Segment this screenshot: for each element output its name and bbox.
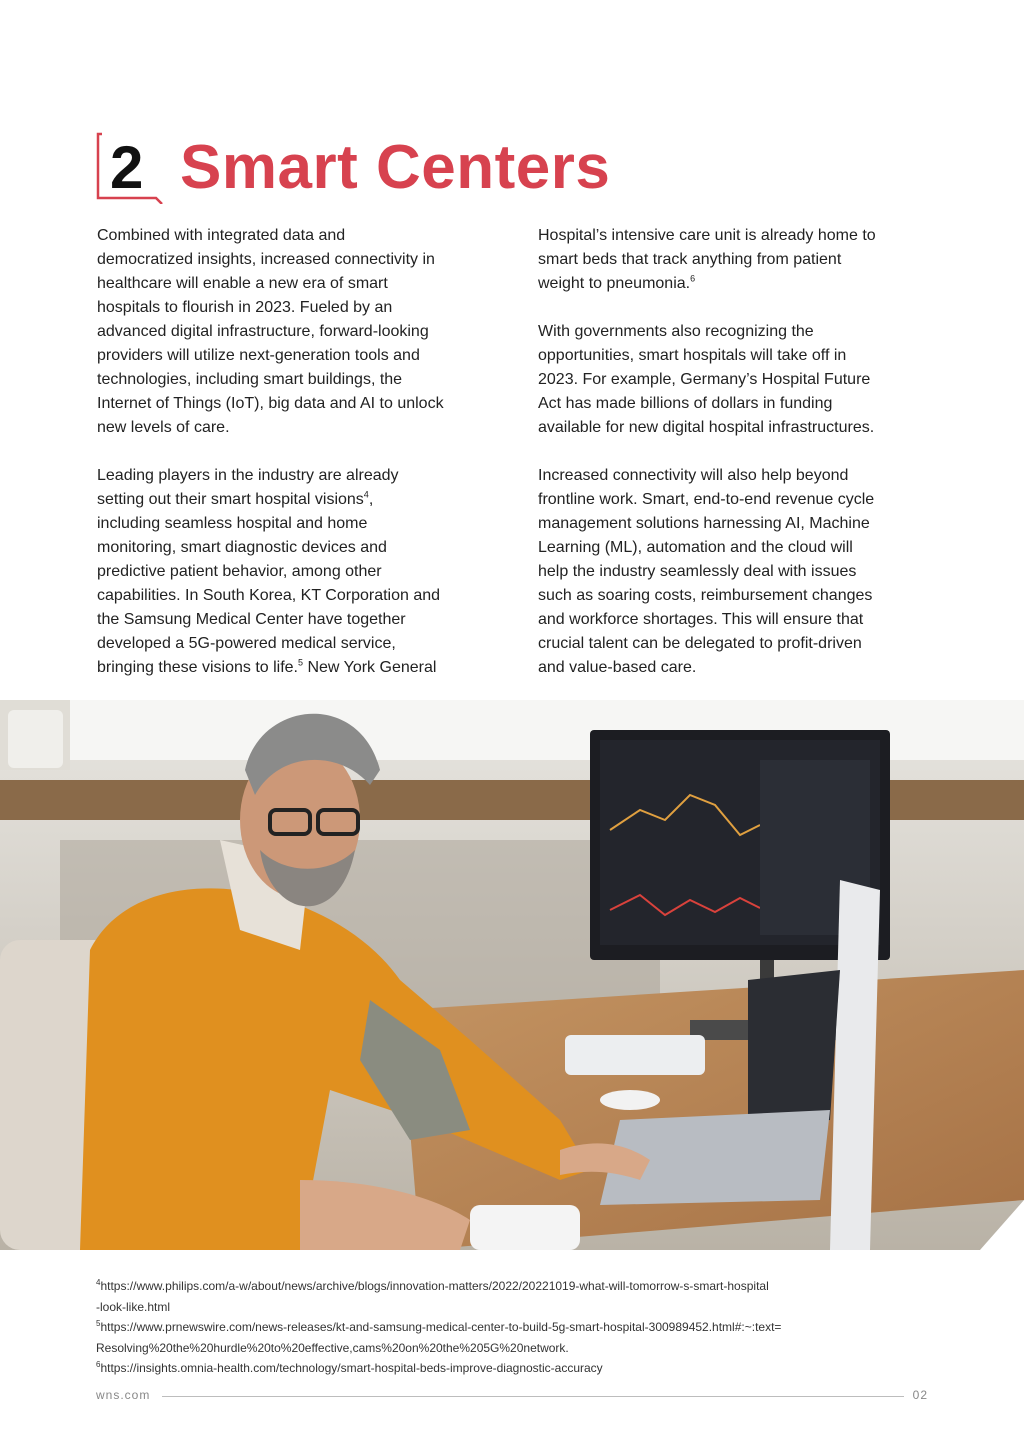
footnote-item[interactable]: $^6$https://insights.omnia-health.com/technology/smart-hospital-beds-improve-diagnostic-accuracy xyxy=(96,1360,603,1375)
footer-divider xyxy=(162,1396,904,1397)
page-number: 02 xyxy=(912,1388,928,1402)
footnote-ref[interactable]: 6 xyxy=(690,273,696,284)
man-checking-blood-pressure-photo xyxy=(0,700,1024,1250)
left-column xyxy=(97,224,487,704)
footnote-item[interactable]: $^4$https://www.philips.com/a-w/about/news/archive/blogs/innovation-matters/2022/20221019-what-will-tomorrow-s-smart-hospital -look-like.html xyxy=(96,1278,769,1314)
footnote-ref[interactable]: 4 xyxy=(363,489,369,500)
footer-site-link[interactable]: wns.com xyxy=(96,1388,151,1402)
paragraph: With governments also recognizing the opportunities, smart hospitals will take off in 2023. For example, Germany’s Hospital Future Act has made billions of dollars in funding available for new digital hospital infrastructures. xyxy=(538,323,875,436)
section-heading xyxy=(96,128,796,208)
paragraph: Hospital’s intensive care unit is already home to smart beds that track anything from patient weight to pneumonia.$^6$ xyxy=(538,227,876,292)
paragraph: Leading players in the industry are already setting out their smart hospital visions$^4$, including seamless hospital and home monitoring, smart diagnostic devices and predictive patient behavior, among other capabilities. In South Korea, KT Corporation and the Samsung Medical Center have together developed a 5G-powered medical service, bringing these visions to life.$^5$ New York General xyxy=(97,467,441,676)
footnotes xyxy=(96,1276,926,1379)
footnote-item[interactable]: $^5$https://www.prnewswire.com/news-releases/kt-and-samsung-medical-center-to-build-5g-smart-hospital-300989452.html#:~:text= Resolving%20the%20hurdle%20to%20effective,cams%20on%20the%205G%20network. xyxy=(96,1319,782,1355)
right-column xyxy=(538,224,928,704)
section-title: Smart Centers xyxy=(180,133,611,202)
section-number: 2 xyxy=(110,134,144,201)
paragraph: Combined with integrated data and democratized insights, increased connectivity in healthcare will enable a new era of smart hospitals to flourish in 2023. Fueled by an advanced digital infrastructure, forward-looking providers will utilize next-generation tools and technologies, including smart buildings, the Internet of Things (IoT), big data and AI to unlock new levels of care. xyxy=(97,227,444,436)
footnote-ref[interactable]: 5 xyxy=(298,657,304,668)
page-footer xyxy=(96,1386,928,1406)
paragraph: Increased connectivity will also help beyond frontline work. Smart, end-to-end revenue cycle management solutions harnessing AI, Machine Learning (ML), automation and the cloud will help the industry seamlessly deal with issues such as soaring costs, reimbursement changes and workforce shortages. This will ensure that crucial talent can be delegated to profit-driven and value-based care. xyxy=(538,467,875,676)
